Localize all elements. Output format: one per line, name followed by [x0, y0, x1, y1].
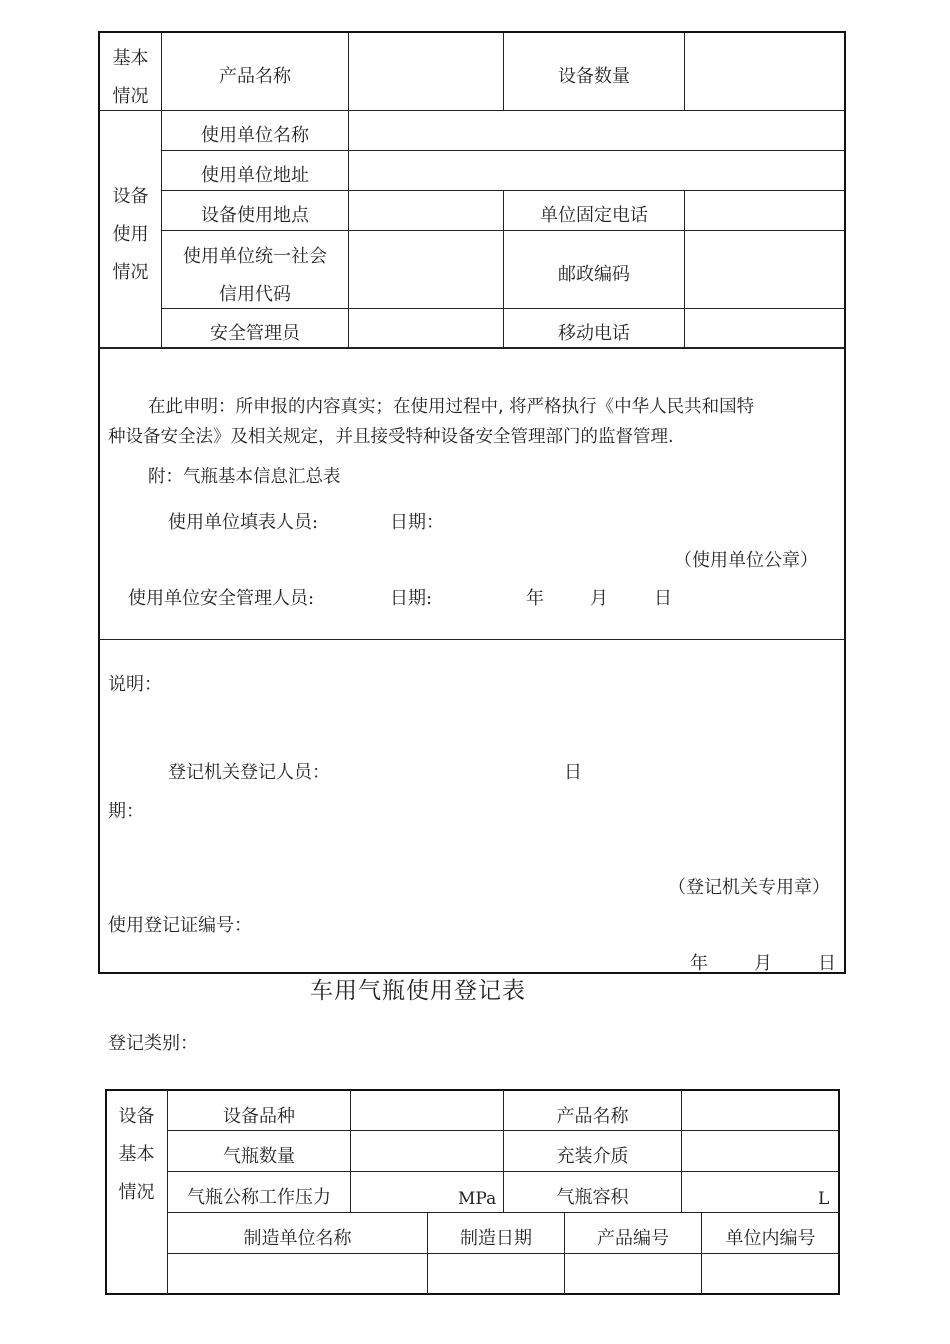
- unit-address-value[interactable]: [349, 151, 845, 190]
- registry-seal-label: （登记机关专用章）: [668, 877, 830, 898]
- fixed-phone-value[interactable]: [685, 191, 845, 230]
- product-name-value[interactable]: [349, 32, 503, 110]
- credit-code-value[interactable]: [349, 231, 503, 308]
- volume-unit: L: [818, 1189, 830, 1209]
- pressure-unit: MPa: [458, 1189, 497, 1209]
- lower-product-name-label: 产品名称: [556, 1106, 629, 1127]
- manufacturer-value[interactable]: [168, 1254, 427, 1294]
- use-location-value[interactable]: [349, 191, 503, 230]
- decl-month: 月: [590, 588, 608, 609]
- notes-day: 日: [818, 953, 836, 974]
- mobile-phone-value[interactable]: [685, 309, 845, 347]
- filler-label: 使用单位填表人员:: [168, 512, 319, 533]
- safety-person-label: 使用单位安全管理人员:: [128, 588, 315, 609]
- medium-label: 充装介质: [556, 1146, 629, 1167]
- equipment-qty-value[interactable]: [685, 32, 845, 110]
- notes-month: 月: [754, 953, 772, 974]
- unit-name-label: 使用单位名称: [201, 125, 309, 146]
- product-number-header: 产品编号: [597, 1228, 669, 1249]
- manufacturer-header: 制造单位名称: [243, 1228, 352, 1249]
- cert-number-label: 使用登记证编号：: [108, 915, 252, 936]
- mfg-date-header: 制造日期: [460, 1228, 532, 1249]
- decl-year: 年: [526, 588, 544, 609]
- attachment-note: 附：气瓶基本信息汇总表: [148, 467, 341, 487]
- internal-number-header: 单位内编号: [725, 1228, 816, 1249]
- safety-manager-label: 安全管理员: [210, 323, 300, 344]
- credit-code-label: 使用单位统一社会 信用代码: [183, 246, 327, 305]
- postal-code-label: 邮政编码: [558, 264, 630, 285]
- declaration-line-1: 在此申明：所申报的内容真实；在使用过程中, 将严格执行《中华人民共和国特: [148, 397, 755, 417]
- upper-grid-line: [99, 639, 845, 640]
- mobile-phone-label: 移动电话: [558, 323, 630, 344]
- page-title: 车用气瓶使用登记表: [310, 978, 526, 1004]
- variety-label: 设备品种: [223, 1106, 295, 1127]
- registrar-label: 登记机关登记人员：: [168, 762, 330, 783]
- variety-value[interactable]: [351, 1091, 503, 1130]
- registration-category-label: 登记类别：: [108, 1033, 198, 1054]
- medium-value[interactable]: [682, 1131, 839, 1171]
- cylinder-qty-label: 气瓶数量: [223, 1146, 295, 1167]
- fixed-phone-label: 单位固定电话: [540, 205, 648, 226]
- product-number-value[interactable]: [565, 1254, 701, 1294]
- postal-code-value[interactable]: [685, 231, 845, 308]
- unit-seal-label: （使用单位公章）: [674, 550, 818, 571]
- unit-address-label: 使用单位地址: [201, 165, 309, 186]
- product-name-label: 产品名称: [219, 66, 291, 87]
- lower-basic-info-label: 设备 基本 情况: [118, 1106, 155, 1203]
- basic-info-label: 基本 情况: [112, 48, 149, 107]
- lower-product-name-value[interactable]: [682, 1091, 839, 1130]
- notes-date-char-2: 期：: [108, 801, 144, 822]
- declaration-line-2: 种设备安全法》及相关规定，并且接受特种设备安全管理部门的监督管理.: [108, 427, 674, 447]
- internal-number-value[interactable]: [702, 1254, 839, 1294]
- cylinder-qty-value[interactable]: [351, 1131, 503, 1171]
- filler-date-label: 日期：: [390, 512, 444, 533]
- pressure-label: 气瓶公称工作压力: [187, 1187, 331, 1208]
- unit-name-value[interactable]: [349, 111, 845, 150]
- decl-day: 日: [654, 588, 672, 609]
- safety-manager-value[interactable]: [349, 309, 503, 347]
- notes-year: 年: [690, 953, 708, 974]
- equipment-qty-label: 设备数量: [558, 66, 630, 87]
- notes-date-char-1: 日: [564, 762, 582, 783]
- explanation-label: 说明：: [108, 674, 162, 695]
- mfg-date-value[interactable]: [428, 1254, 564, 1294]
- volume-label: 气瓶容积: [556, 1187, 629, 1208]
- safety-date-label: 日期:: [390, 588, 433, 609]
- use-location-label: 设备使用地点: [201, 205, 309, 226]
- usage-info-label: 设备 使用 情况: [112, 186, 149, 283]
